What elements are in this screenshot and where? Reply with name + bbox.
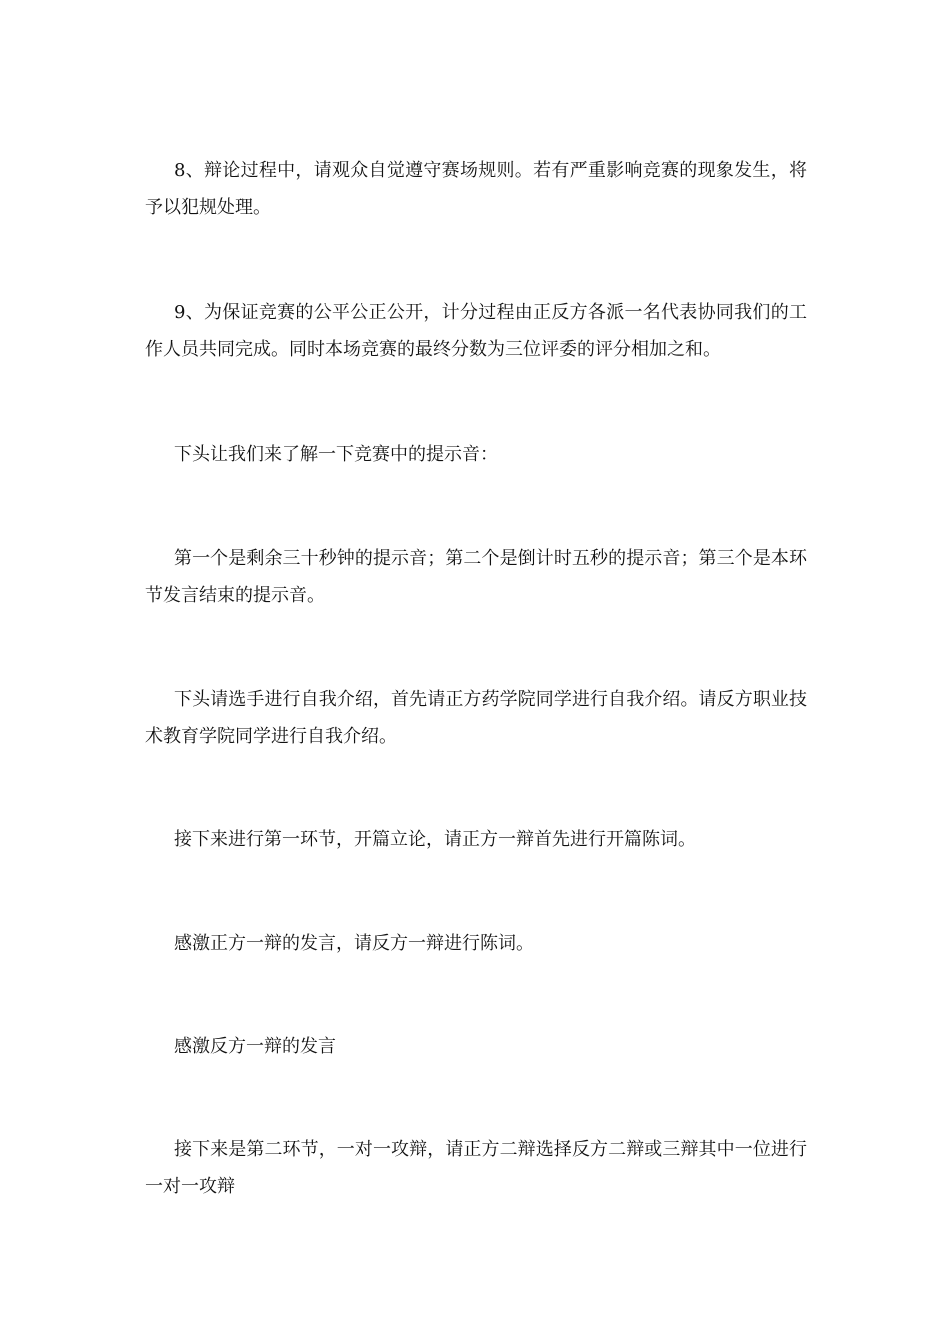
paragraph-thanks-affirmative: 感激正方一辩的发言，请反方一辩进行陈词。 bbox=[174, 933, 534, 954]
paragraph-thanks-negative: 感激反方一辩的发言 bbox=[174, 1036, 336, 1057]
paragraph-opening-statement: 接下来进行第一环节，开篇立论，请正方一辩首先进行开篇陈词。 bbox=[174, 829, 696, 850]
paragraph-rule-9: 9、为保证竞赛的公平公正公开，计分过程由正反方各派一名代表协同我们的工作人员共同完成。同时本场竞赛的最终分数为三位评委的评分相加之和。 bbox=[145, 302, 807, 360]
paragraph-prompt-intro: 下头让我们来了解一下竞赛中的提示音： bbox=[174, 444, 498, 465]
paragraph-self-introduction: 下头请选手进行自我介绍，首先请正方药学院同学进行自我介绍。请反方职业技术教育学院同学进行自我介绍。 bbox=[145, 689, 807, 747]
paragraph-prompt-tones: 第一个是剩余三十秒钟的提示音；第二个是倒计时五秒的提示音；第三个是本环节发言结束的提示音。 bbox=[145, 548, 807, 606]
paragraph-cross-examination: 接下来是第二环节，一对一攻辩，请正方二辩选择反方二辩或三辩其中一位进行一对一攻辩 bbox=[145, 1139, 807, 1197]
paragraph-rule-8: 8、辩论过程中，请观众自觉遵守赛场规则。若有严重影响竞赛的现象发生，将予以犯规处理。 bbox=[145, 160, 807, 218]
